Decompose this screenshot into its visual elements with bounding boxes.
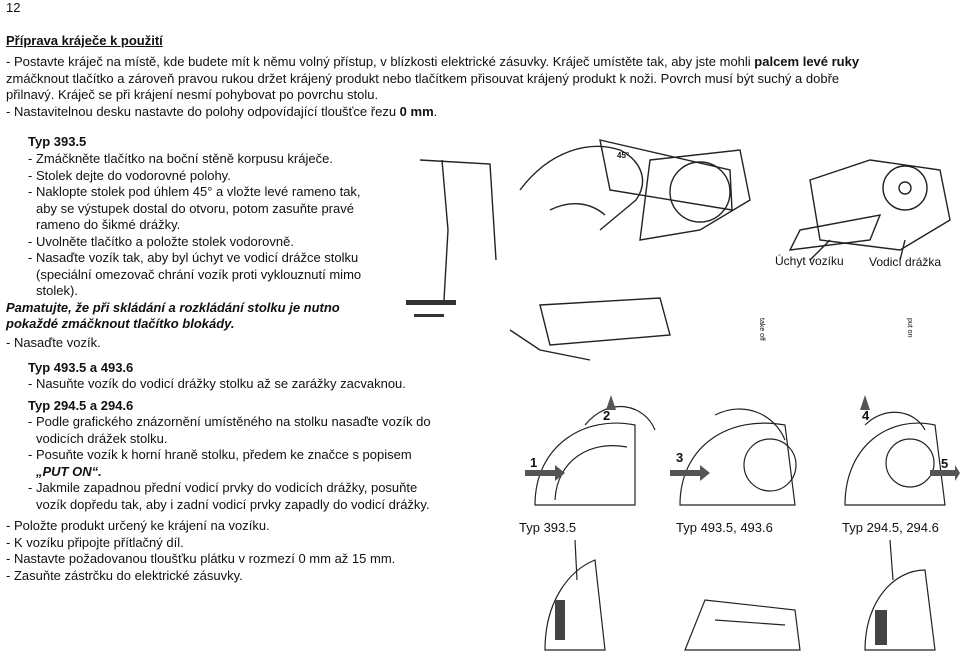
slicer-assembly-illustration (400, 130, 960, 370)
final-steps (6, 518, 395, 584)
step-line: - Posuňte vozík k horní hraně stolku, předem ke značce s popisem (28, 447, 412, 462)
step-line: - Zmáčkněte tlačítko na boční stěně korpusu kráječe. (28, 151, 333, 166)
section-title: Příprava kráječe k použití (6, 33, 163, 48)
note-line: pokaždé zmáčknout tlačítko blokády. (6, 316, 235, 331)
step-line: - Uvolněte tlačítko a položte stolek vodorovně. (28, 233, 294, 249)
step-line: - Zasuňte zástrčku do elektrické zásuvky. (6, 567, 243, 583)
intro-text: - Postavte kráječ na místě, kde budete mít k němu volný přístup, v blízkosti elektrické zásuvky. Kráječ umístěte tak, aby jste mohli (6, 54, 755, 69)
caption-typ-493: Typ 493.5, 493.6 (676, 520, 773, 535)
note-line: Pamatujte, že při skládání a rozkládání stolku je nutno (6, 299, 340, 315)
step-line: - Nastavte požadovanou tloušťku plátku v rozmezí 0 mm až 15 mm. (6, 551, 396, 566)
intro-bold: 0 mm (399, 103, 434, 119)
step-1: 1 (530, 455, 538, 470)
step-line: (speciální omezovač chrání vozík proti vyklouznutí mimo (36, 266, 362, 282)
intro-text: zmáčknout tlačítko a zároveň pravou rukou držet krájený produkt nebo tlačítkem přisouvat krájený produkt k noži. Povrch musí být suchý a dobře (6, 70, 840, 86)
step-3: 3 (676, 450, 684, 465)
intro-bold: palcem levé ruky (754, 54, 860, 69)
typ294-steps (28, 414, 508, 513)
slicer-bottom-illustration (515, 540, 960, 660)
slicer-variants-illustration (515, 385, 960, 510)
angle-label: 45° (617, 151, 630, 160)
step-line: - Stolek dejte do vodorovné polohy. (28, 167, 231, 183)
typ493-line: - Nasuňte vozík do vodicí drážky stolku až se zarážky zacvaknou. (28, 376, 406, 391)
intro-paragraph (6, 54, 958, 120)
step-line: - Podle grafického znázornění umístěného na stolku nasaďte vozík do (28, 414, 431, 429)
step-line: vozík dopředu tak, aby i zadní vodicí prvky zapadly do vodicí drážky. (36, 496, 430, 512)
caption-typ-294: Typ 294.5, 294.6 (842, 520, 939, 535)
step-line: - Jakmile zapadnou přední vodicí prvky do vodicích drážky, posuňte (28, 480, 418, 495)
intro-text: . (433, 103, 438, 119)
step-line: - Položte produkt určený ke krájení na vozíku. (6, 518, 270, 533)
typ393-heading: Typ 393.5 (28, 134, 87, 149)
step-5: 5 (941, 456, 949, 471)
typ294-heading: Typ 294.5 a 294.6 (28, 398, 134, 413)
take-off-label: take off (758, 318, 765, 341)
vodici-drazka-label: Vodicí drážka (869, 255, 942, 269)
put-on-tag: put on (906, 318, 913, 338)
step-line: - Naklopte stolek pod úhlem 45° a vložte levé rameno tak, (28, 184, 361, 199)
nasadte-line: - Nasaďte vozík. (6, 335, 101, 350)
step-line: stolek). (36, 283, 78, 298)
typ393-steps (6, 151, 400, 333)
step-line: vodicích drážek stolku. (36, 430, 168, 446)
typ493-heading: Typ 493.5 a 493.6 (28, 360, 134, 375)
step-4: 4 (862, 408, 870, 423)
step-2: 2 (603, 408, 611, 423)
page-number: 12 (6, 0, 21, 15)
step-line: - Nasaďte vozík tak, aby byl úchyt ve vodicí drážce stolku (28, 250, 359, 265)
step-line: aby se výstupek dostal do otvoru, potom zasuňte pravé (36, 200, 354, 216)
intro-text: - Nastavitelnou desku nastavte do polohy odpovídající tloušťce řezu (6, 103, 400, 119)
step-line: rameno do šikmé drážky. (36, 217, 181, 232)
intro-text: přilnavý. Kráječ se při krájení nesmí pohybovat po povrchu stolu. (6, 87, 379, 102)
put-on-label: „PUT ON“. (36, 463, 102, 479)
caption-typ-393: Typ 393.5 (519, 520, 577, 535)
uchyt-vozicku-label: Úchyt vozíku (775, 254, 844, 268)
step-line: - K vozíku připojte přítlačný díl. (6, 534, 184, 550)
